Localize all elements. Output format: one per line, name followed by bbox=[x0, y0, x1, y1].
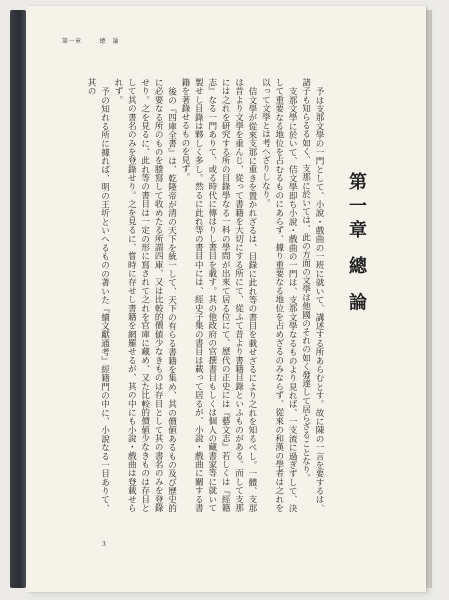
paragraph: 予の知れる所に據れば、明の王圻といへるものの著いた『續文獻通考』經籍門の中に、小說なる一目ありて、其の bbox=[86, 78, 110, 512]
running-head-title: 總 論 bbox=[99, 38, 120, 45]
book-spine bbox=[10, 10, 26, 588]
cover-edge bbox=[426, 10, 432, 588]
paragraph: 支那文學に於いて、佶文學即ち小說・戲曲の一門は、支那文學なるものより見れば、一支流に過ぎずして、決して重要なる地位を占むるものにあらず、據り重要なる地位を占めざるのみならず、從來の和漢の學者は之れを以って文學とは考へざりしなり。 bbox=[260, 78, 298, 512]
paragraph: 予は支那文學の一門として、小說・戲曲の一班に就いて、講述する所あらむとす。故に陳の一言を要するは、諸子も知らるる如く、支那に於いては、此の方面の文學は他國のそれの如く發達して居らざることなり。 bbox=[300, 78, 324, 512]
running-head bbox=[62, 36, 119, 45]
page-number: 3 bbox=[102, 541, 106, 548]
paragraph: 後の『四庫全書』は、乾隆帝が清の天下を統一して、天下の有らる書籍を集め、其の價値あるもの及び歷史的に必要なる所のものを謄寫して收めたる所謂四庫、又は比較的價値少なきものは存目として其の書名のみを登錄せり。之を見るに、此れ等の書目は一定の形に寫されて之れを官庫に藏め、又た比較的價値少なきものは存目として其の書名のみを登錄せり。之を見るに、嘗時に存せし書籍を網羅せるが、其の中にも小說・戲曲は登載せられず。 bbox=[112, 78, 177, 512]
running-head-chapter: 第一章 bbox=[62, 38, 82, 45]
paragraph: 佶文學が從來支那に重きを置かれざるは、目錄に此れ等の書目を載せざるにより之れを知るべし。一體、支那は昔より文學を重んじ、從って書籍を大切にする所にて、從ふて昔より書籍目錄といふものがある。而して支那には之れを研究する所の目錄學なる一科の學問が出來て居る位にて、歷代の正史には『藝文志』若しくは『經籍志』なる一門ありて、或る時代に傳はりし書目を載す。其の他政府の官撰書目もしくは個人の藏書家等に就いて製せし目錄は夥しく多し。然るに此れ等の書目中には、經史子集の書目は載って居るが、小說・戲曲に關する書籍を著錄せるものを見ず。 bbox=[179, 78, 257, 512]
body-text bbox=[60, 78, 325, 512]
chapter-title: 第一章 總 論 bbox=[346, 172, 367, 317]
